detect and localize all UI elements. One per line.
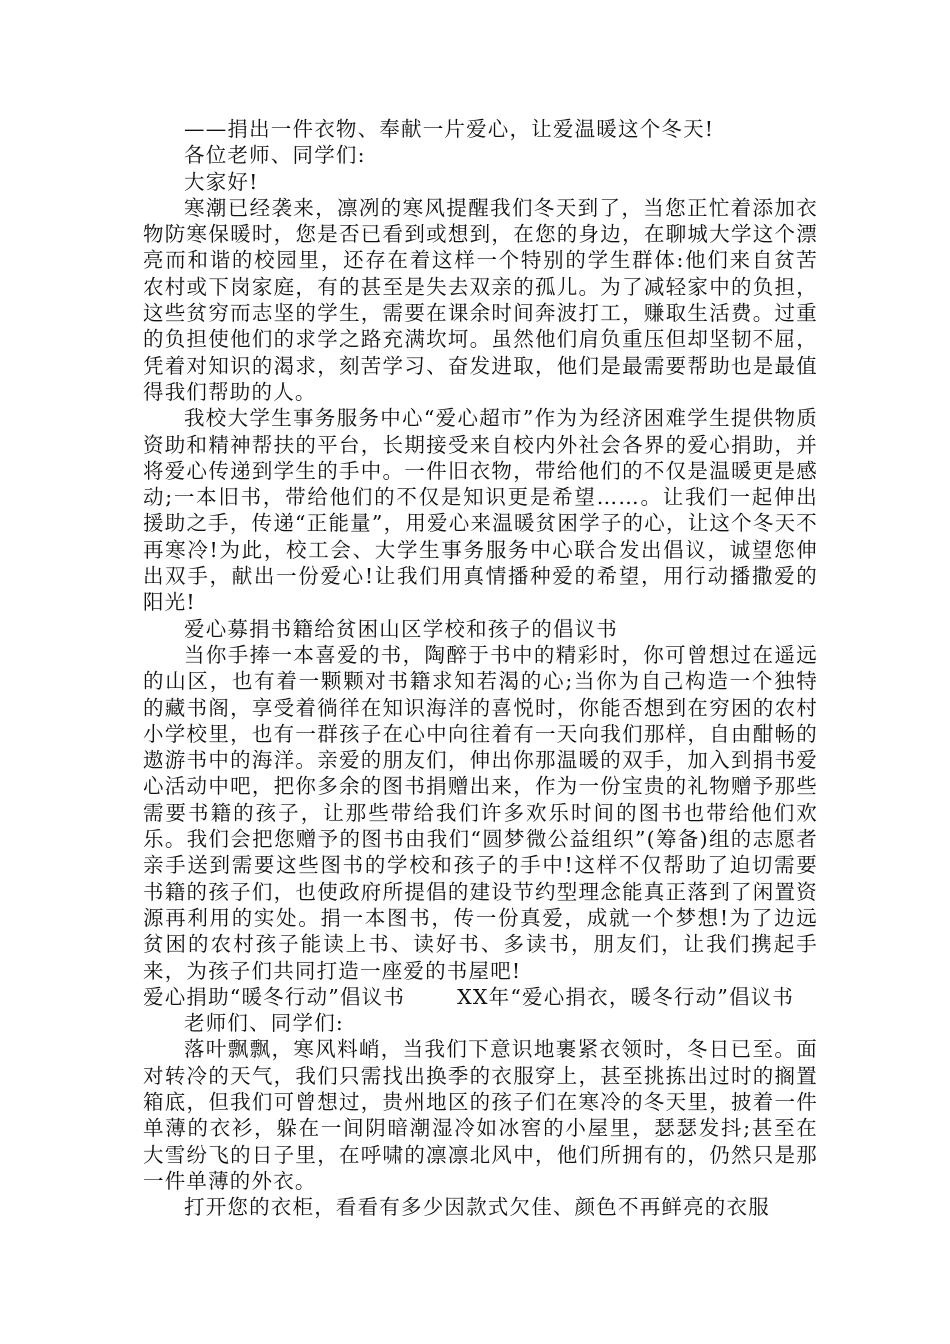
salutation-2: 老师们、同学们: [184, 1011, 345, 1036]
subtitle: ——捐出一件衣物、奉献一片爱心，让爱温暖这个冬天! [184, 117, 715, 141]
paragraph-4: 落叶飘飘，寒风料峭，当我们下意识地裹紧衣领时，冬日已至。面对转冷的天气，我们只需找出换季的衣服穿上，甚至挑拣出过时的搁置箱底，但我们可曾想过，贵州地区的孩子们在寒冷的冬天里，披着一件单薄的衣衫，躲在一间阴暗潮湿冷如冰窖的小屋里，瑟瑟发抖;甚至在大雪纷飞的日子里，在呼啸的凛凛北风中，他们所拥有的，仍然只是那一件单薄的外衣。 [143, 1037, 818, 1193]
title-winter-b: XX年“爱心捐衣，暖冬行动”倡议书 [457, 984, 795, 1009]
paragraph-1: 寒潮已经袭来，凛冽的寒风提醒我们冬天到了，当您正忙着添加衣物防寒保暖时，您是否已看到或想到，在您的身边，在聊城大学这个漂亮而和谐的校园里，还存在着这样一个特别的学生群体:他们来自贫苦农村或下岗家庭，有的甚至是失去双亲的孤儿。为了减轻家中的负担，这些贫穷而志坚的学生，需要在课余时间奔波打工，赚取生活费。过重的负担使他们的求学之路充满坎坷。虽然他们肩负重压但却坚韧不屈，凭着对知识的渴求，刻苦学习、奋发进取，他们是最需要帮助也是最值得我们帮助的人。 [143, 195, 818, 404]
paragraph-3: 当你手捧一本喜爱的书，陶醉于书中的精彩时，你可曾想过在遥远的山区，也有着一颗颗对书籍求知若渴的心;当你为自己构造一个独特的藏书阁，享受着徜徉在知识海洋的喜悦时，你能否想到在穷困的农村小学校里，也有一群孩子在心中向往着有一天向我们那样，自由酣畅的遨游书中的海洋。亲爱的朋友们，伸出你那温暖的双手，加入到捐书爱心活动中吧，把你多余的图书捐赠出来，作为一份宝贵的礼物赠予那些需要书籍的孩子，让那些带给我们许多欢乐时间的图书也带给他们欢乐。我们会把您赠予的图书由我们“圆梦微公益组织”(筹备)组的志愿者亲手送到需要这些图书的学校和孩子的手中!这样不仅帮助了迫切需要书籍的孩子们，也使政府所提倡的建设节约型理念能真正落到了闲置资源再利用的实处。捐一本图书，传一份真爱，成就一个梦想!为了边远贫困的农村孩子能读上书、读好书、多读书，朋友们，让我们携起手来，为孩子们共同打造一座爱的书屋吧! [143, 642, 818, 983]
title-winter-a: 爱心捐助“暖冬行动”倡议书 [143, 984, 406, 1009]
document-body [143, 116, 818, 1220]
section-title-winter [143, 984, 818, 1010]
paragraph-5: 打开您的衣柜，看看有多少因款式欠佳、颜色不再鲜亮的衣服 [184, 1195, 770, 1220]
greeting: 大家好! [184, 169, 259, 194]
paragraph-2: 我校大学生事务服务中心“爱心超市”作为为经济困难学生提供物质资助和精神帮扶的平台，长期接受来自校内外社会各界的爱心捐助，并将爱心传递到学生的手中。一件旧衣物，带给他们的不仅是温暖更是感动;一本旧书，带给他们的不仅是知识更是希望……。让我们一起伸出援助之手，传递“正能量”，用爱心来温暖贫困学子的心，让这个冬天不再寒冷!为此，校工会、大学生事务服务中心联合发出倡议，诚望您伸出双手，献出一份爱心!让我们用真情播种爱的希望，用行动播撒爱的阳光! [143, 406, 818, 615]
salutation: 各位老师、同学们: [184, 143, 366, 168]
section-title-books: 爱心募捐书籍给贫困山区学校和孩子的倡议书 [184, 616, 618, 641]
